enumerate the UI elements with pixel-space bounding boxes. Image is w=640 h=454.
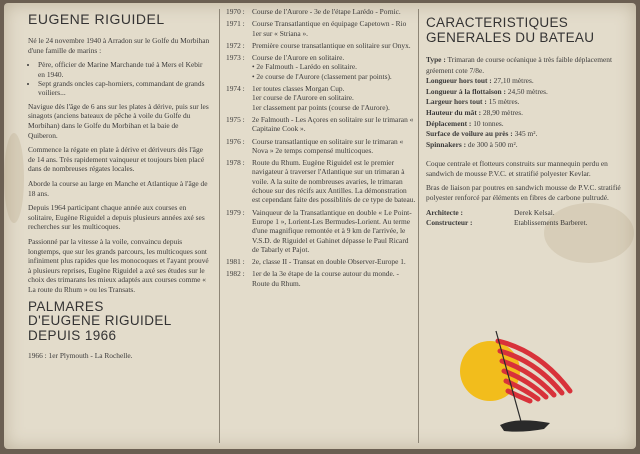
bio-paragraph: Commence la régate en plate à dérive et dériveurs dès l'âge de 14 ans. Très rapidement vainqueur et toujours bien placé dans de nombreuses régates locales. (28, 145, 205, 174)
timeline-entry (226, 257, 416, 266)
credit-key: Constructeur : (426, 218, 473, 228)
bio-list (28, 60, 210, 98)
spec-value: Trimaran de course océanique à très faible déplacement gréement cote 7/8e. (426, 55, 613, 75)
timeline-year: 1979 : (226, 207, 245, 217)
spec-row (426, 119, 622, 130)
timeline-entry (226, 208, 416, 254)
timeline-year: 1978 : (226, 158, 245, 168)
palmares-first-entry: 1966 : 1er Plymouth - La Rochelle. (28, 351, 133, 360)
timeline-line: • 2e course de l'Aurore (classement par points). (252, 71, 392, 81)
palmares-title (28, 300, 210, 344)
spec-row (426, 108, 622, 119)
bio-column (28, 11, 210, 361)
timeline-line: 1er classement par points (course de l'Aurore). (252, 102, 390, 112)
spec-row (426, 55, 622, 76)
palmares-title-line: PALMARES (28, 298, 104, 314)
spec-value: 24,50 mètres. (507, 86, 548, 96)
timeline-year: 1974 : (226, 84, 245, 94)
spec-key: Longueur à la flottaison : (426, 86, 506, 96)
credit-value: Derek Kelsal. (514, 207, 555, 217)
spec-key: Spinnakers : (426, 139, 467, 149)
timeline-entry (226, 41, 416, 50)
timeline-entry (226, 7, 416, 16)
timeline-entry (226, 84, 416, 112)
spec-key: Longueur hors tout : (426, 76, 492, 86)
timeline-entry (226, 115, 416, 134)
sail-logo-icon (444, 285, 584, 445)
timeline-text: Vainqueur de la Transatlantique en double « Le Point-Europe 1 », Lorient-Les Bermudes-Lorient. Au terme d'une magnifique remontée et à 9 km de l'arrivée, le V.S.D. de Riguidel et Gahinet dépasse le Paul Ricard de Tabarly et Pajot. (252, 207, 412, 254)
timeline-text: 2e, classe II - Transat en double Observer-Europe 1. (252, 257, 406, 267)
specs-column (426, 15, 622, 229)
timeline-year: 1972 : (226, 40, 245, 50)
column-divider (418, 9, 419, 443)
spec-key: Type : (426, 55, 446, 64)
spec-row (426, 87, 622, 98)
timeline-text: Course de l'Aurore - 3e de l'étape Larédo - Pornic. (252, 7, 401, 16)
timeline-line: • 2e Falmouth - Larédo en solitaire. (252, 62, 357, 72)
bio-title: EUGENE RIGUIDEL (28, 11, 165, 27)
timeline-line: 1er toutes classes Morgan Cup. (252, 84, 345, 94)
bio-paragraph: Aborde la course au large en Manche et Atlantique à l'âge de 18 ans. (28, 178, 208, 198)
spec-row (426, 76, 622, 87)
spec-row (426, 140, 622, 151)
bio-paragraph: Navigue dès l'âge de 6 ans sur les plates à dérive, puis sur les sinagots (anciens bateaux de pêche à voile du Golfe du Morbihan) dans le Golfe du Morbihan et la baie de Quiberon. (28, 101, 209, 140)
timeline-text: 2e Falmouth - Les Açores en solitaire sur le trimaran « Capitaine Cook ». (252, 114, 414, 134)
spec-value: 10 tonnes. (473, 118, 504, 128)
timeline-entry (226, 158, 416, 204)
spec-row (426, 129, 622, 140)
timeline-text (252, 84, 416, 112)
timeline-text (252, 53, 416, 81)
timeline-text: Course Transatlantique en équipage Capetown - Rio 1er sur « Striana ». (252, 19, 407, 38)
credit-value: Etablissements Barberet. (514, 218, 588, 228)
specs-paragraph: Bras de liaison par poutres en sandwich mousse de P.V.C. stratifié polyester renforcé par éléments en fibres de carbone pultrudé. (426, 183, 621, 202)
timeline-entry (226, 137, 416, 156)
timeline-text: 1er de la 3e étape de la course autour du monde. - Route du Rhum. (252, 269, 399, 288)
bio-list-item: • Sept grands oncles cap-horniers, commandant de grands voiliers... (38, 79, 210, 98)
timeline-text: Route du Rhum. Eugène Riguidel est le premier navigateur à traverser l'Atlantique sur un trimaran à voile. A la suite de nombreuses avaries, le trimaran échoue sur des récifs aux Antilles. La démonstration est cependant faite des possiblités de ce type de bateau. (252, 158, 416, 205)
credit-key: Architecte : (426, 207, 463, 217)
timeline-text: Première course transatlantique en solitaire sur Onyx. (252, 40, 411, 50)
specs-title-line: GENERALES DU BATEAU (426, 30, 595, 45)
timeline-year: 1982 : (226, 269, 245, 279)
credit-row (426, 218, 622, 228)
stain (4, 133, 24, 223)
credit-row (426, 208, 622, 218)
specs-title-line: CARACTERISTIQUES (426, 15, 569, 30)
spec-value: 15 mètres. (488, 97, 520, 107)
timeline-year: 1976 : (226, 136, 245, 146)
spec-value: de 300 à 500 m². (467, 139, 518, 149)
bio-list-item: • Père, officier de Marine Marchande tué à Mers el Kebir en 1940. (38, 60, 210, 79)
spec-key: Déplacement : (426, 118, 472, 128)
timeline-line: Course de l'Aurore en solitaire. (252, 53, 345, 63)
timeline-entry (226, 53, 416, 81)
bio-paragraph: Passionné par la vitesse à la voile, convaincu depuis longtemps, que sur les grands parcours, les multicoques sont infiniment plus rapides que les monocoques et l'ayant prouvé à plusieurs reprises, Eugène Riguidel a axé ses études sur le choix des trimarans les mieux adaptés aux courses comme « La route du Rhum » ou les Transats. (28, 236, 209, 294)
timeline-line: 1er course de l'Aurore en solitaire. (252, 93, 354, 103)
bio-paragraph: Né le 24 novembre 1940 à Arradon sur le Golfe du Morbihan d'une famille de marins : (28, 36, 210, 55)
timeline-year: 1975 : (226, 114, 245, 124)
timeline-year: 1973 : (226, 53, 245, 63)
specs-title (426, 15, 622, 45)
palmares-title-line: DEPUIS 1966 (28, 327, 117, 343)
credits (426, 208, 622, 229)
board (4, 3, 636, 449)
spec-value: 28,90 mètres. (482, 107, 523, 117)
timeline-text: Course transatlantique en solitaire sur le trimaran « Nova » 2e temps compensé multicoques. (252, 136, 404, 155)
timeline-column (226, 7, 416, 291)
hull-icon (500, 420, 550, 431)
timeline-year: 1970 : (226, 7, 245, 16)
palmares-title-line: D'EUGENE RIGUIDEL (28, 313, 172, 328)
spec-key: Surface de voilure au près : (426, 129, 513, 139)
timeline-year: 1981 : (226, 257, 245, 267)
spec-key: Largeur hors tout : (426, 97, 487, 107)
specs-paragraph: Coque centrale et flotteurs construits sur mannequin perdu en sandwich de mousse P.V.C. et stratifié polyester Kevlar. (426, 159, 608, 178)
timeline-year: 1971 : (226, 19, 245, 29)
spec-value: 345 m². (514, 129, 538, 139)
spec-value: 27,10 mètres. (493, 76, 534, 86)
timeline-entry (226, 269, 416, 288)
column-divider (219, 9, 220, 443)
bio-paragraph: Depuis 1964 participant chaque année aux courses en solitaire, Eugène Riguidel a depuis plusieurs années axé ses recherches sur les multicoques. (28, 203, 205, 232)
spec-row (426, 97, 622, 108)
spec-key: Hauteur du mât : (426, 107, 482, 117)
timeline-entry (226, 19, 416, 38)
